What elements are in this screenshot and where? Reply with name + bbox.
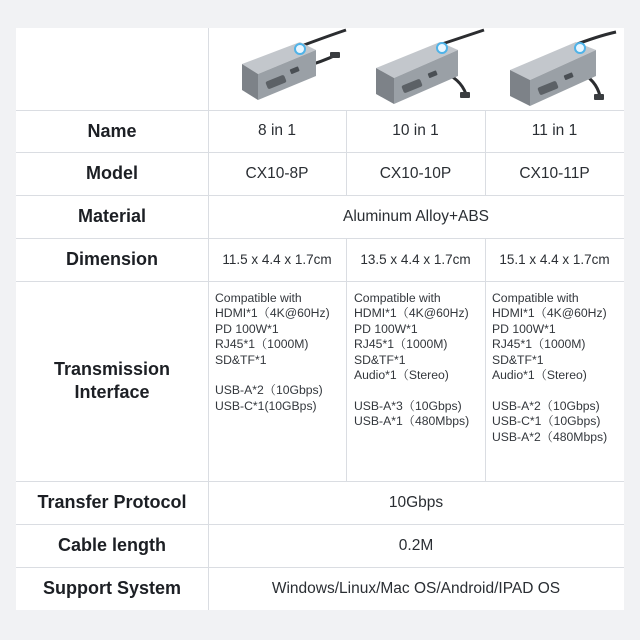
spec-table	[16, 28, 624, 610]
label-protocol: Transfer Protocol	[37, 492, 187, 512]
interface-spec-line: USB-A*3（10Gbps)	[354, 398, 462, 413]
material-value: Aluminum Alloy+ABS	[342, 207, 490, 225]
product-image-8in1	[218, 28, 354, 110]
model-10in1: CX10-10P	[379, 164, 452, 182]
product-image-10in1	[358, 28, 494, 110]
usb-hub-icon	[496, 28, 624, 110]
interface-spec-line: Compatible with	[215, 291, 302, 305]
model-8in1: CX10-8P	[245, 164, 309, 182]
interface-spec-line: HDMI*1（4K@60Hz)	[215, 306, 330, 321]
label-system: Support System	[42, 578, 182, 598]
usb-hub-icon	[358, 28, 494, 110]
interface-spec-line: USB-C*1（10Gbps)	[492, 414, 601, 429]
interface-spec-line: PD 100W*1	[354, 321, 418, 336]
label-interface	[16, 281, 208, 481]
interface-spec-line: SD&TF*1	[215, 352, 267, 367]
product-image-11in1	[496, 28, 624, 110]
interface-spec-line: Compatible with	[354, 291, 441, 305]
interface-10in1	[354, 291, 482, 430]
interface-11in1	[492, 291, 620, 445]
interface-spec-line	[492, 383, 620, 398]
interface-spec-line	[215, 368, 343, 383]
name-8in1: 8 in 1	[258, 122, 296, 139]
label-interface-line1: Transmission	[53, 359, 171, 379]
interface-spec-line: Audio*1（Stereo)	[492, 368, 587, 383]
interface-spec-line: USB-A*2（10Gbps)	[492, 398, 600, 413]
interface-spec-line: PD 100W*1	[492, 321, 556, 336]
interface-spec-line: SD&TF*1	[492, 352, 544, 367]
label-model: Model	[86, 163, 138, 183]
dimension-8in1: 11.5 x 4.4 x 1.7cm	[222, 252, 332, 267]
interface-spec-line: USB-A*1（480Mbps)	[354, 414, 470, 429]
name-10in1: 10 in 1	[392, 122, 439, 139]
cable-value: 0.2M	[398, 536, 434, 554]
dimension-10in1: 13.5 x 4.4 x 1.7cm	[360, 252, 471, 267]
system-value: Windows/Linux/Mac OS/Android/IPAD OS	[271, 579, 561, 597]
interface-spec-line: Compatible with	[492, 291, 579, 305]
interface-spec-line: HDMI*1（4K@60Hz)	[492, 306, 607, 321]
interface-8in1	[215, 291, 343, 414]
label-name: Name	[87, 120, 137, 141]
label-interface-line2: Interface	[74, 382, 150, 402]
protocol-value: 10Gbps	[388, 493, 444, 511]
interface-spec-line: HDMI*1（4K@60Hz)	[354, 306, 469, 321]
label-material: Material	[77, 206, 147, 226]
label-dimension: Dimension	[65, 249, 158, 269]
interface-spec-line: SD&TF*1	[354, 352, 406, 367]
interface-spec-line: RJ45*1（1000M)	[215, 337, 309, 352]
model-11in1: CX10-11P	[519, 164, 590, 182]
name-11in1: 11 in 1	[531, 122, 578, 139]
interface-spec-line: USB-C*1(10GBps)	[215, 398, 317, 413]
interface-spec-line: Audio*1（Stereo)	[354, 368, 449, 383]
interface-spec-line: USB-A*2（480Mbps)	[492, 429, 608, 444]
label-cable: Cable length	[57, 535, 166, 555]
interface-spec-line: USB-A*2（10Gbps)	[215, 383, 323, 398]
interface-spec-line: RJ45*1（1000M)	[492, 337, 586, 352]
dimension-11in1: 15.1 x 4.4 x 1.7cm	[499, 252, 610, 267]
interface-spec-line: RJ45*1（1000M)	[354, 337, 448, 352]
interface-spec-line: PD 100W*1	[215, 321, 279, 336]
interface-spec-line	[354, 383, 482, 398]
usb-hub-icon	[218, 28, 354, 110]
